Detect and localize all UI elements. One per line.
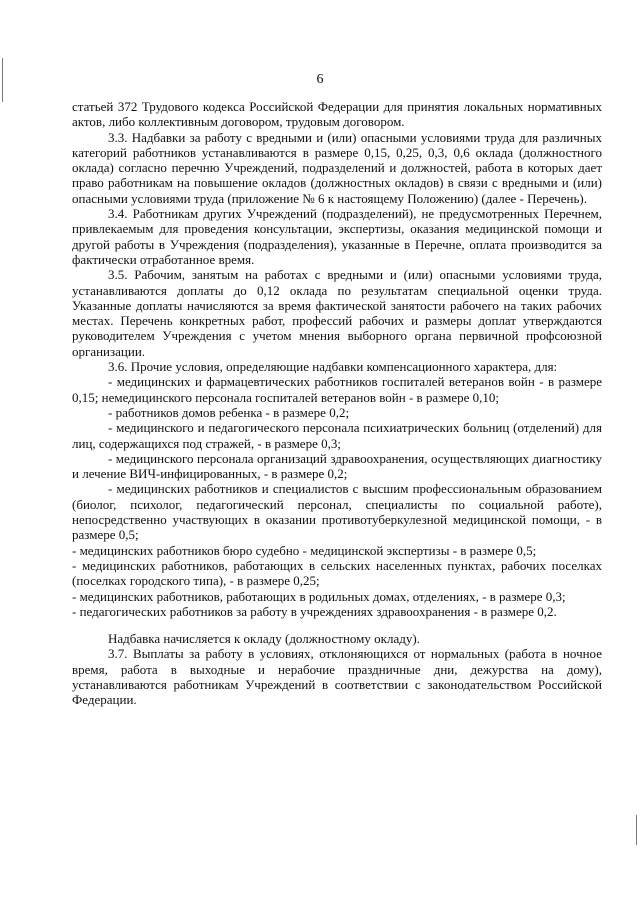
paragraph-3-3: 3.3. Надбавки за работу с вредными и (или) опасными условиями труда для различных категорий работников устанавливаются в размере 0,15, 0,25, 0,3, 0,6 оклада (должностного оклада) согласно перечню Учреждений, подразделений и должностей, работа в которых дает право работникам на повышение окладов (должностных окладов) в связи с вредными и (или) опасными условиями труда (приложение № 6 к настоящему Положению) (далее - Перечень). (72, 129, 602, 206)
list-item-veterans-hospitals: - медицинских и фармацевтических работников госпиталей ветеранов войн - в размере 0,15; немедицинского персонала госпиталей ветеранов войн - в размере 0,10; (72, 374, 602, 405)
paragraph-3-6: 3.6. Прочие условия, определяющие надбавки компенсационного характера, для: (108, 359, 558, 375)
list-item-forensic-bureau: - медицинских работников бюро судебно - медицинской экспертизы - в размере 0,5; (72, 542, 537, 558)
paragraph-3-7: 3.7. Выплаты за работу в условиях, отклоняющихся от нормальных (работа в ночное время, работа в выходные и нерабочие праздничные дни, дежурства на дому), устанавливаются работникам Учреждений в соответствии с законодательством Российской Федерации. (72, 646, 602, 708)
document-body (72, 99, 602, 708)
list-item-pedagogical-workers: - педагогических работников за работу в учреждениях здравоохранения - в размере 0,2. (72, 603, 557, 619)
paragraph-3-5: 3.5. Рабочим, занятым на работах с вредными и (или) опасными условиями труда, устанавливаются доплаты до 0,12 оклада по результатам специальной оценки труда. Указанные доплаты начисляются за время фактической занятости рабочего на таких рабочих местах. Перечень конкретных работ, профессий рабочих и размеры доплат утверждаются руководителем Учреждения с учетом мнения выборного органа первичной профсоюзной организации. (72, 267, 602, 359)
list-item-tuberculosis-care: - медицинских работников и специалистов с высшим профессиональным образованием (биолог, психолог, педагогический персонал, специалисты по социальной работе), непосредственно участвующих в оказании противотуберкулезной медицинской помощи, - в размере 0,5; (72, 481, 602, 543)
paragraph-bonus-accrual: Надбавка начисляется к окладу (должностному окладу). (108, 631, 420, 647)
list-item-children-homes: - работников домов ребенка - в размере 0,2; (108, 404, 350, 420)
paragraph-article-372: статьей 372 Трудового кодекса Российской Федерации для принятия локальных нормативных актов, либо коллективным договором, трудовым договором. (72, 99, 602, 130)
paragraph-3-4: 3.4. Работникам других Учреждений (подразделений), не предусмотренных Перечнем, привлекаемым для проведения консультации, экспертизы, оказания медицинской помощи и другой работы в Учреждения (подразделения), указанные в Перечне, оплата производится за фактически отработанное время. (72, 206, 602, 267)
page-number: 6 (316, 72, 324, 87)
list-item-maternity-homes: - медицинских работников, работающих в родильных домах, отделениях, - в размере 0,3; (72, 588, 566, 604)
list-item-hiv-organizations: - медицинского персонала организаций здравоохранения, осуществляющих диагностику и лечение ВИЧ-инфицированных, - в размере 0,2; (72, 450, 602, 482)
list-item-rural-settlements: - медицинских работников, работающих в сельских населенных пунктах, рабочих поселках (поселках городского типа), - в размере 0,25; (72, 557, 602, 589)
scan-edge-mark-right (636, 815, 637, 845)
list-item-psychiatric-hospitals: - медицинского и педагогического персонала психиатрических больниц (отделений) для лиц, содержащихся под стражей, - в размере 0,3; (72, 420, 602, 451)
